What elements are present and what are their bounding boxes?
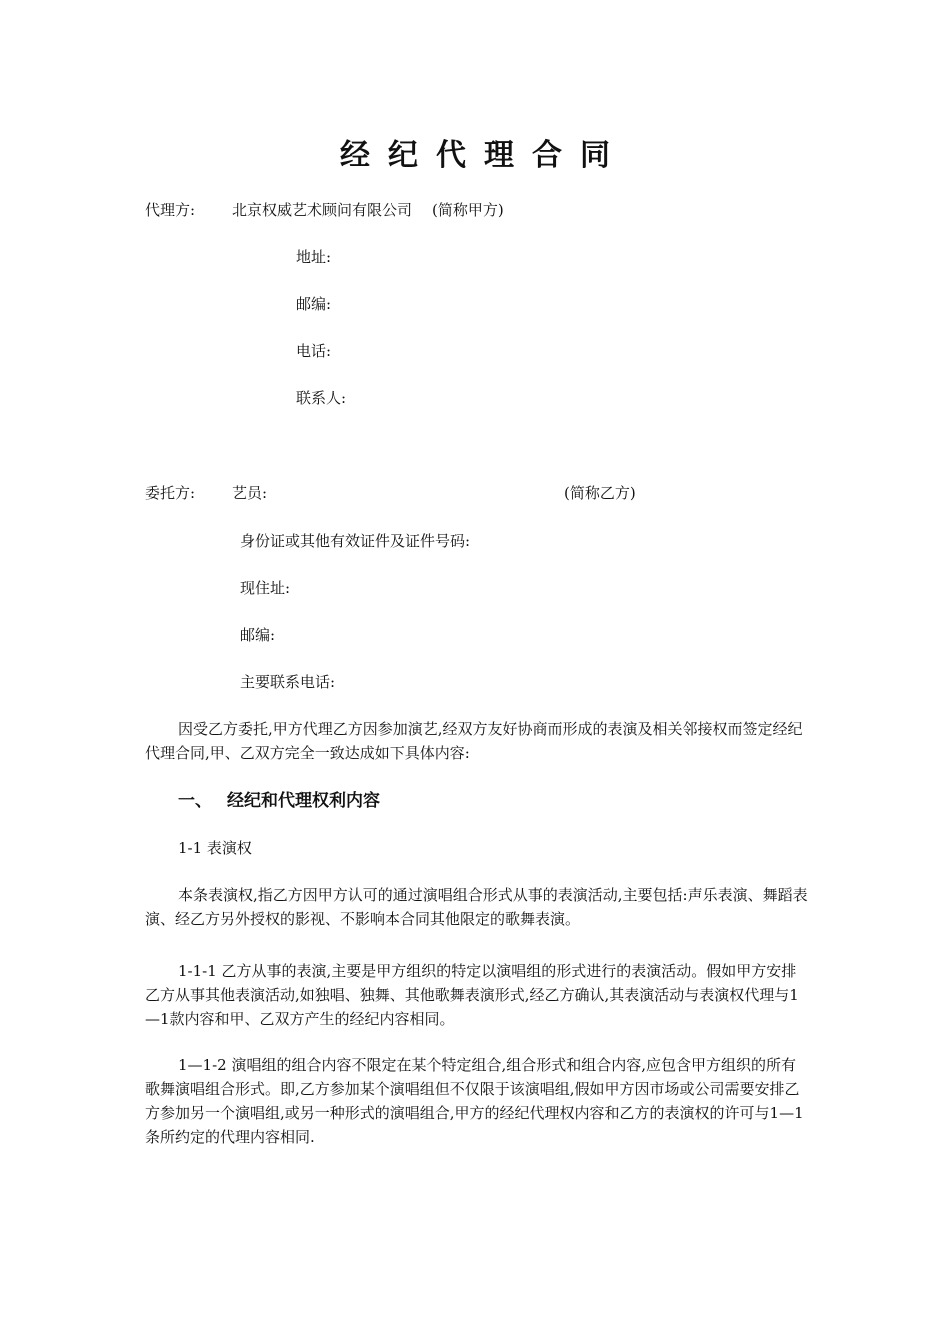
- principal-phone-label: 主要联系电话:: [240, 673, 336, 691]
- section-1-title: 经纪和代理权利内容: [227, 791, 380, 811]
- clause-1-1-heading: 1-1 表演权: [178, 839, 252, 857]
- clause-1-1-1-paragraph: 1-1-1 乙方从事的表演,主要是甲方组织的特定以演唱组的形式进行的表演活动。假如甲方安排乙方从事其他表演活动,如独唱、独舞、其他歌舞表演形式,经乙方确认,其表演活动与表演权代理与1—1款内容和甲、乙双方产生的经纪内容相同。: [145, 962, 799, 1028]
- principal-residence-label: 现住址:: [240, 579, 291, 597]
- agent-short-name: (简称甲方): [432, 201, 504, 219]
- agent-phone-label: 电话:: [296, 342, 332, 360]
- agent-name: 北京权威艺术顾问有限公司: [232, 201, 413, 219]
- clause-1-1-2-paragraph: 1—1-2 演唱组的组合内容不限定在某个特定组合,组合形式和组合内容,应包含甲方组织的所有歌舞演唱组合形式。即,乙方参加某个演唱组但不仅限于该演唱组,假如甲方因市场或公司需要安排乙方参加另一个演唱组,或另一种形式的演唱组合,甲方的经纪代理权内容和乙方的表演权的许可与1—1条所约定的代理内容相同.: [145, 1056, 804, 1146]
- principal-short-name: (简称乙方): [564, 484, 636, 502]
- principal-artist-label: 艺员:: [232, 484, 268, 502]
- section-1-number: 一、: [178, 791, 212, 811]
- clause-1-1-paragraph: 本条表演权,指乙方因甲方认可的通过演唱组合形式从事的表演活动,主要包括:声乐表演、舞蹈表演、经乙方另外授权的影视、不影响本合同其他限定的歌舞表演。: [145, 886, 808, 928]
- principal-postcode-label: 邮编:: [240, 626, 276, 644]
- agent-contact-label: 联系人:: [296, 389, 347, 407]
- preamble-paragraph: 因受乙方委托,甲方代理乙方因参加演艺,经双方友好协商而形成的表演及相关邻接权而签定经纪代理合同,甲、乙双方完全一致达成如下具体内容:: [145, 720, 803, 762]
- principal-id-label: 身份证或其他有效证件及证件号码:: [240, 532, 471, 550]
- principal-label: 委托方:: [145, 484, 196, 502]
- agent-address-label: 地址:: [296, 248, 332, 266]
- agent-label: 代理方:: [145, 201, 196, 219]
- document-title: 经纪代理合同: [340, 138, 628, 173]
- agent-postcode-label: 邮编:: [296, 295, 332, 313]
